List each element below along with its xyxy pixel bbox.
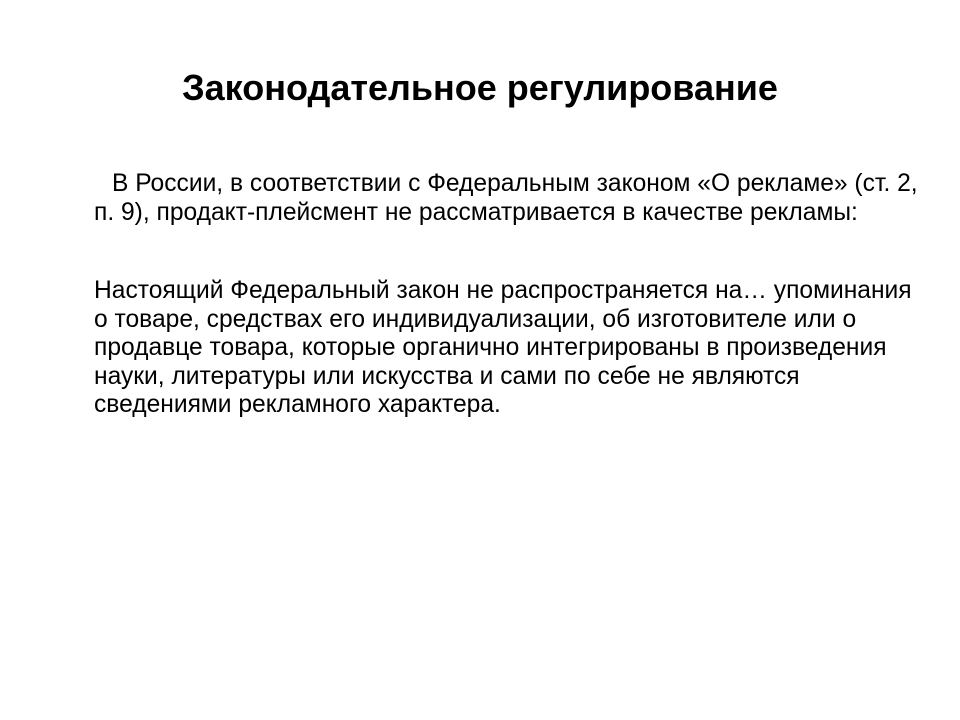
slide-title: Законодательное регулирование	[182, 67, 778, 108]
paragraph-law-reference	[94, 170, 924, 227]
slide-body	[94, 170, 924, 420]
paragraph-law-quote: Настоящий Федеральный закон не распространяется на… упоминания о товаре, средствах его индивидуализации, об изготовителе или о продавце товара, которые органично интегрированы в произведения науки, литературы или искусства и сами по себе не являются сведениями рекламного характера.	[94, 277, 912, 418]
paragraph-law-reference-text: В России, в соответствии с Федеральным законом «О рекламе» (ст. 2, п. 9), продакт-плейсмент не рассматривается в качестве рекламы:	[94, 170, 918, 226]
